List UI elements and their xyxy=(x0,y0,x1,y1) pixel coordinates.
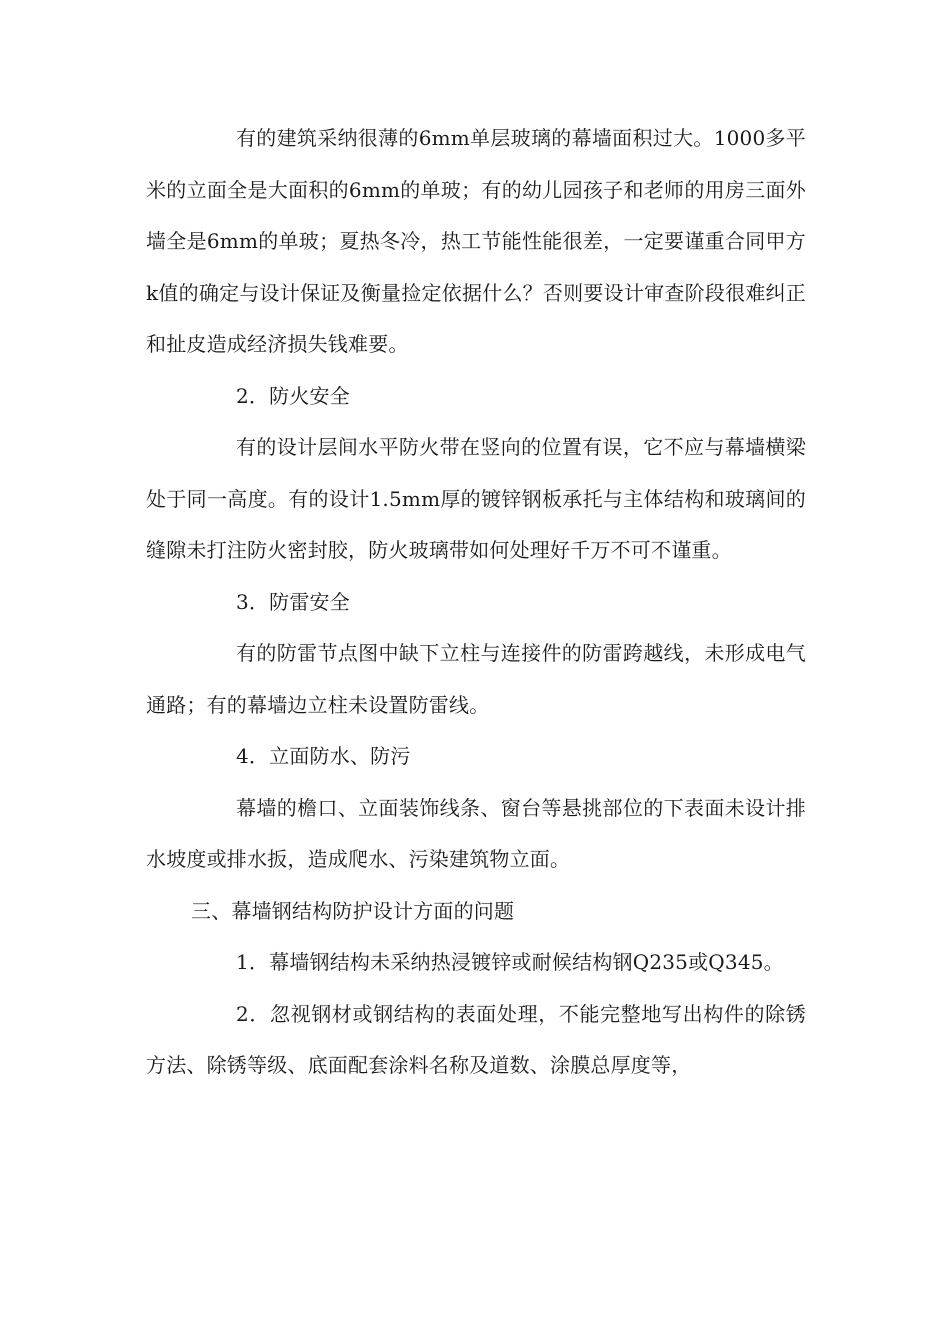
paragraph-single-glass: 有的建筑采纳很薄的6mm单层玻璃的幕墙面积过大。1000多平米的立面全是大面积的6mm的单玻；有的幼儿园孩子和老师的用房三面外墙全是6mm的单玻；夏热冬冷，热工节能性能很差，一定要谨重合同甲方k值的确定与设计保证及衡量捡定依据什么？否则要设计审查阶段很难纠正和扯皮造成经济损失钱难要。 xyxy=(146,126,806,356)
heading-fire-safety: 2．防火安全 xyxy=(236,383,350,408)
section-heading-steel-protection: 三、幕墙钢结构防护设计方面的问题 xyxy=(191,898,515,923)
paragraph-steel-item-1: 1．幕墙钢结构未采纳热浸镀锌或耐候结构钢Q235或Q345。 xyxy=(236,950,784,974)
heading-waterproof-antifouling: 4．立面防水、防污 xyxy=(236,744,411,768)
document-body xyxy=(146,113,806,1092)
paragraph-waterproof-antifouling: 幕墙的檐口、立面装饰线条、窗台等悬挑部位的下表面未设计排水坡度或排水扳，造成爬水、污染建筑物立面。 xyxy=(146,795,806,871)
paragraph-fire-safety: 有的设计层间水平防火带在竖向的位置有误，它不应与幕墙横梁处于同一高度。有的设计1.5mm厚的镀锌钢板承托与主体结构和玻璃间的缝隙未打注防火密封胶，防火玻璃带如何处理好千万不可不谨重。 xyxy=(146,435,806,562)
heading-lightning-safety: 3．防雷安全 xyxy=(236,589,350,614)
paragraph-steel-item-2: 2．忽视钢材或钢结构的表面处理，不能完整地写出构件的除锈方法、除锈等级、底面配套涂料名称及道数、涂膜总厚度等， xyxy=(146,1001,806,1077)
paragraph-lightning-safety: 有的防雷节点图中缺下立柱与连接件的防雷跨越线，未形成电气通路；有的幕墙边立柱未设置防雷线。 xyxy=(146,641,806,717)
